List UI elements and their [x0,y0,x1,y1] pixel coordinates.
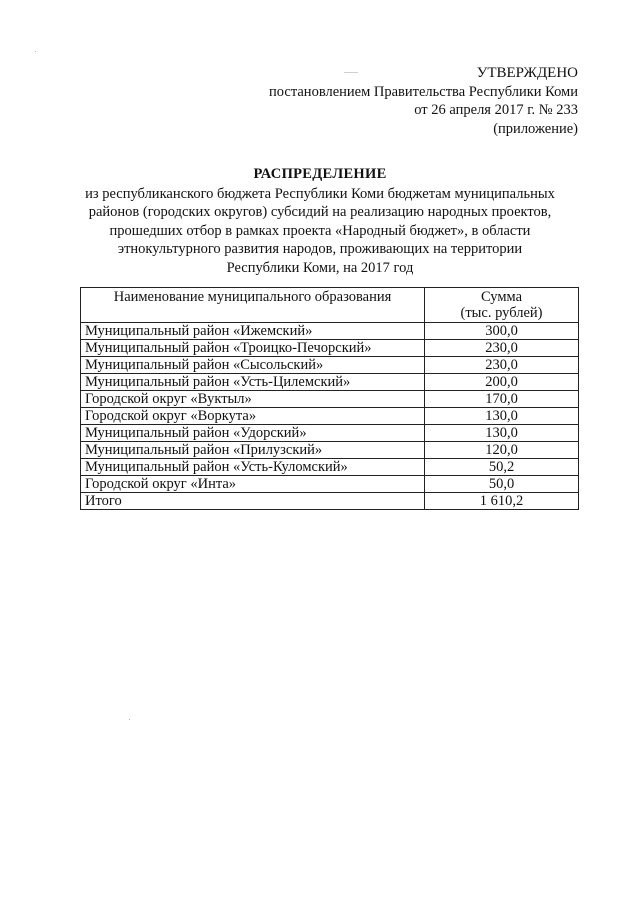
table-header-row [81,288,579,323]
approval-stamp-text: УТВЕРЖДЕНО [476,65,578,81]
municipality-name: Городской округ «Вуктыл» [81,391,425,408]
subsidy-amount: 50,2 [425,459,579,476]
document-subtitle-line: прошедших отбор в рамках проекта «Народный бюджет», в области [109,222,531,239]
municipality-name: Муниципальный район «Троицко-Печорский» [81,340,425,357]
document-subtitle-line: Республики Коми, на 2017 год [226,259,414,276]
table-row [81,340,579,357]
column-header-name: Наименование муниципального образования [81,288,425,323]
column-header-sum-title: Сумма [480,289,523,305]
table-total-row [81,493,579,510]
scan-speck [35,51,36,52]
document-subtitle-line: районов (городских округов) субсидий на реализацию народных проектов, [88,204,552,220]
subsidy-amount: 300,0 [425,323,579,340]
column-header-sum [425,288,579,323]
document-heading: РАСПРЕДЕЛЕНИЕ [253,166,387,182]
table-row [81,374,579,391]
subsidy-amount: 50,0 [425,476,579,493]
table-body [81,323,579,510]
municipality-name: Муниципальный район «Усть-Цилемский» [81,374,425,391]
table-row [81,459,579,476]
table-row [81,357,579,374]
total-amount: 1 610,2 [425,493,579,510]
document-title [60,165,580,277]
table-row [81,442,579,459]
municipality-name: Муниципальный район «Усть-Куломский» [81,459,425,476]
municipality-name: Городской округ «Воркута» [81,408,425,425]
municipality-name: Муниципальный район «Сысольский» [81,357,425,374]
document-subtitle-line: этнокультурного развития народов, проживающих на территории [117,241,523,257]
total-label: Итого [81,493,425,510]
subsidy-amount: 130,0 [425,408,579,425]
scan-speck [129,719,130,720]
column-header-sum-unit: (тыс. рублей) [460,305,543,321]
approval-block [269,64,578,138]
approval-date-number: от 26 апреля 2017 г. № 233 [414,102,578,118]
document-subtitle-line: из республиканского бюджета Республики Коми бюджетам муниципальных [85,185,555,202]
subsidy-amount: 230,0 [425,340,579,357]
subsidy-amount: 120,0 [425,442,579,459]
municipality-name: Городской округ «Инта» [81,476,425,493]
table-row [81,408,579,425]
table-row [81,476,579,493]
table-row [81,323,579,340]
subsidy-amount: 170,0 [425,391,579,408]
subsidy-amount: 200,0 [425,374,579,391]
approval-resolution-text: постановлением Правительства Республики Коми [269,83,578,100]
table-row [81,391,579,408]
approval-appendix-note: (приложение) [493,120,578,137]
subsidy-amount: 230,0 [425,357,579,374]
municipality-name: Муниципальный район «Удорский» [81,425,425,442]
municipality-name: Муниципальный район «Ижемский» [81,323,425,340]
table-row [81,425,579,442]
subsidy-amount: 130,0 [425,425,579,442]
municipality-name: Муниципальный район «Прилузский» [81,442,425,459]
scan-speck [344,72,358,73]
distribution-table [80,287,579,510]
